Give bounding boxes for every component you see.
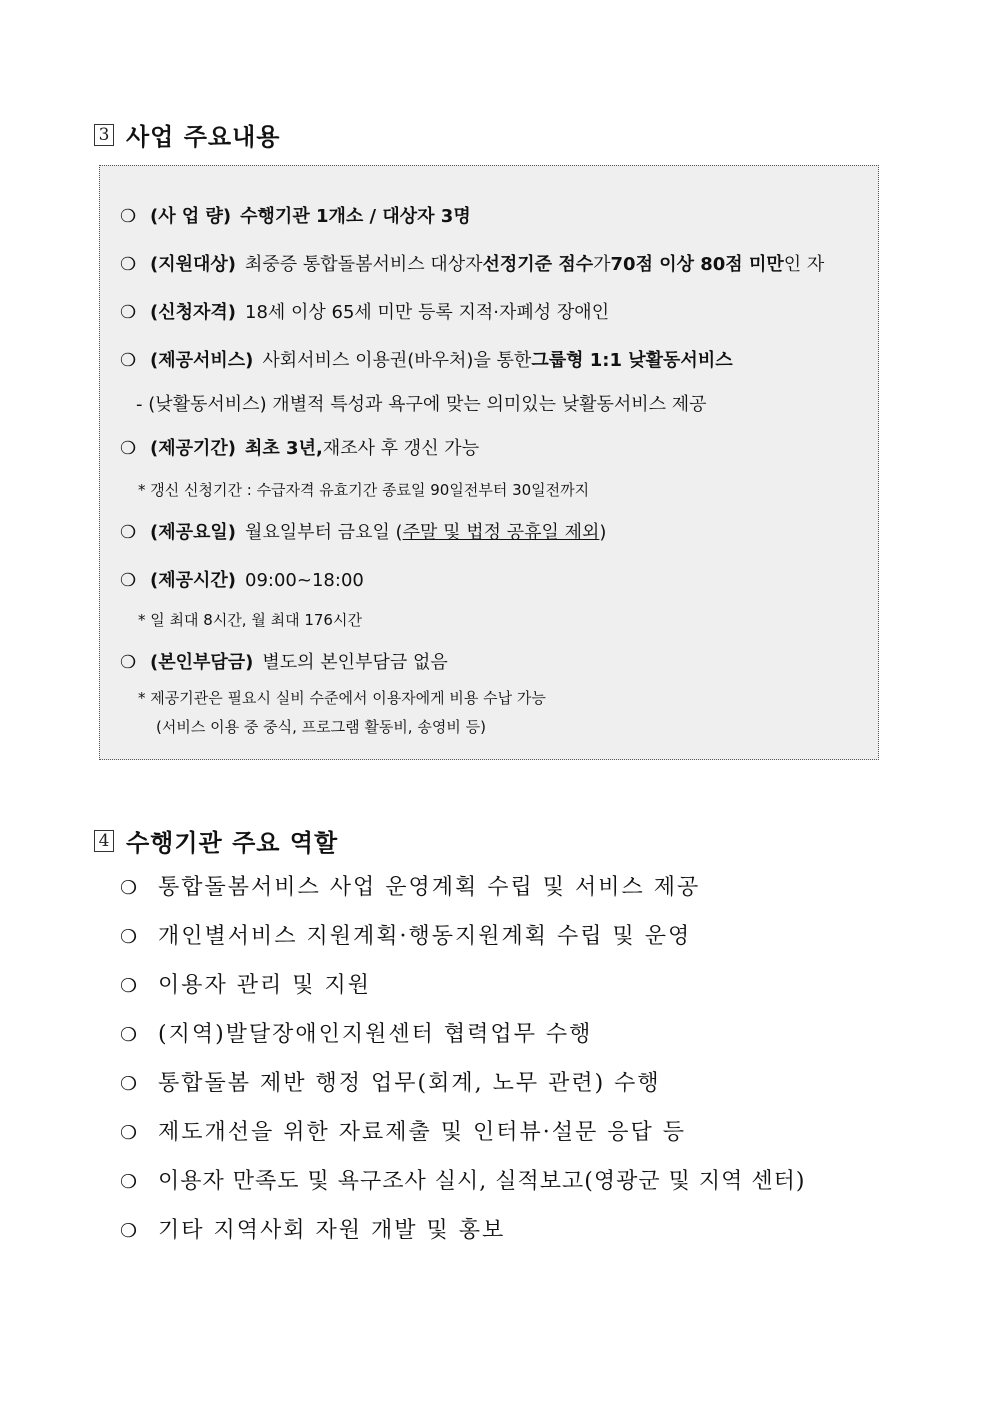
role-text: 개인별서비스 지원계획·행동지원계획 수립 및 운영 (158, 924, 692, 949)
item-text: 수행기관 1개소 / 대상자 3명 (240, 206, 471, 227)
role-text: 제도개선을 위한 자료제출 및 인터뷰·설문 응답 등 (158, 1120, 686, 1145)
circle-bullet-icon: ❍ (120, 1122, 140, 1144)
item-target (120, 250, 824, 276)
item-days (120, 518, 606, 544)
circle-bullet-icon: ❍ (120, 522, 137, 543)
item-service (120, 346, 733, 372)
item-hours (120, 566, 364, 592)
role-text: (지역)발달장애인지원센터 협력업무 수행 (158, 1022, 593, 1047)
item-text: 사회서비스 이용권(바우처)을 통한 (262, 350, 532, 371)
circle-bullet-icon: ❍ (120, 254, 137, 275)
section-number-box: 4 (94, 830, 114, 852)
section-4-heading (94, 823, 338, 858)
item-copay-note: * 제공기관은 필요시 실비 수준에서 이용자에게 비용 수납 가능 (138, 689, 546, 707)
role-text: 통합돌봄서비스 사업 운영계획 수립 및 서비스 제공 (158, 875, 701, 900)
item-label: (제공시간) (150, 570, 237, 591)
item-volume (120, 202, 471, 228)
item-label: (지원대상) (150, 254, 237, 275)
item-copay-note-detail: (서비스 이용 중 중식, 프로그램 활동비, 송영비 등) (156, 718, 486, 736)
item-label: (본인부담금) (150, 652, 254, 673)
item-text: 가 (593, 254, 611, 275)
item-period (120, 434, 479, 460)
item-label: (신청자격) (150, 302, 237, 323)
item-label: (제공서비스) (150, 350, 254, 371)
role-item (120, 1066, 661, 1097)
circle-bullet-icon: ❍ (120, 350, 137, 371)
item-text-underlined: 주말 및 법정 공휴일 제외 (402, 522, 600, 543)
role-text: 이용자 관리 및 지원 (158, 973, 371, 998)
section-number-box: 3 (94, 124, 114, 146)
item-service-subline: - (낮활동서비스) 개별적 특성과 욕구에 맞는 의미있는 낮활동서비스 제공 (136, 394, 707, 415)
circle-bullet-icon: ❍ (120, 302, 137, 323)
role-item (120, 870, 700, 901)
item-text-bold: 70점 이상 80점 미만 (610, 254, 784, 275)
circle-bullet-icon: ❍ (120, 975, 140, 997)
item-text: 인 자 (783, 254, 825, 275)
item-label: (제공요일) (150, 522, 237, 543)
item-text: 최중증 통합돌봄서비스 대상자 (245, 254, 483, 275)
item-text-bold: 최초 3년, (245, 438, 323, 459)
circle-bullet-icon: ❍ (120, 877, 140, 899)
circle-bullet-icon: ❍ (120, 1024, 140, 1046)
role-item (120, 1164, 805, 1195)
item-period-note: * 갱신 신청기간 : 수급자격 유효기간 종료일 90일전부터 30일전까지 (138, 481, 590, 499)
item-text: 재조사 후 갱신 가능 (322, 438, 480, 459)
role-item (120, 968, 371, 999)
circle-bullet-icon: ❍ (120, 652, 137, 673)
item-text: 별도의 본인부담금 없음 (262, 652, 448, 673)
section-3-heading (94, 117, 280, 152)
item-text: 09:00~18:00 (245, 570, 364, 591)
role-item (120, 919, 691, 950)
item-text: 월요일부터 금요일 ( (245, 522, 403, 543)
circle-bullet-icon: ❍ (120, 1073, 140, 1095)
section-title: 사업 주요내용 (126, 123, 281, 151)
item-text-bold: 그룹형 1:1 낮활동서비스 (531, 350, 733, 371)
section-title: 수행기관 주요 역할 (126, 829, 339, 857)
item-hours-note: * 일 최대 8시간, 월 최대 176시간 (138, 611, 362, 629)
item-text: ) (599, 522, 607, 543)
role-text: 통합돌봄 제반 행정 업무(회계, 노무 관련) 수행 (158, 1071, 661, 1096)
role-item (120, 1017, 592, 1048)
item-text-bold: 선정기준 점수 (482, 254, 594, 275)
circle-bullet-icon: ❍ (120, 570, 137, 591)
role-text: 이용자 만족도 및 욕구조사 실시, 실적보고(영광군 및 지역 센터) (158, 1169, 806, 1194)
item-label: (사 업 량) (150, 206, 232, 227)
item-label: (제공기간) (150, 438, 237, 459)
circle-bullet-icon: ❍ (120, 926, 140, 948)
role-text: 기타 지역사회 자원 개발 및 홍보 (158, 1218, 506, 1243)
role-item (120, 1115, 686, 1146)
item-eligibility (120, 298, 609, 324)
item-copay (120, 648, 448, 674)
circle-bullet-icon: ❍ (120, 1220, 140, 1242)
circle-bullet-icon: ❍ (120, 1171, 139, 1193)
item-text: 18세 이상 65세 미만 등록 지적·자폐성 장애인 (245, 302, 610, 323)
circle-bullet-icon: ❍ (120, 438, 137, 459)
role-item (120, 1213, 505, 1244)
circle-bullet-icon: ❍ (120, 206, 137, 227)
